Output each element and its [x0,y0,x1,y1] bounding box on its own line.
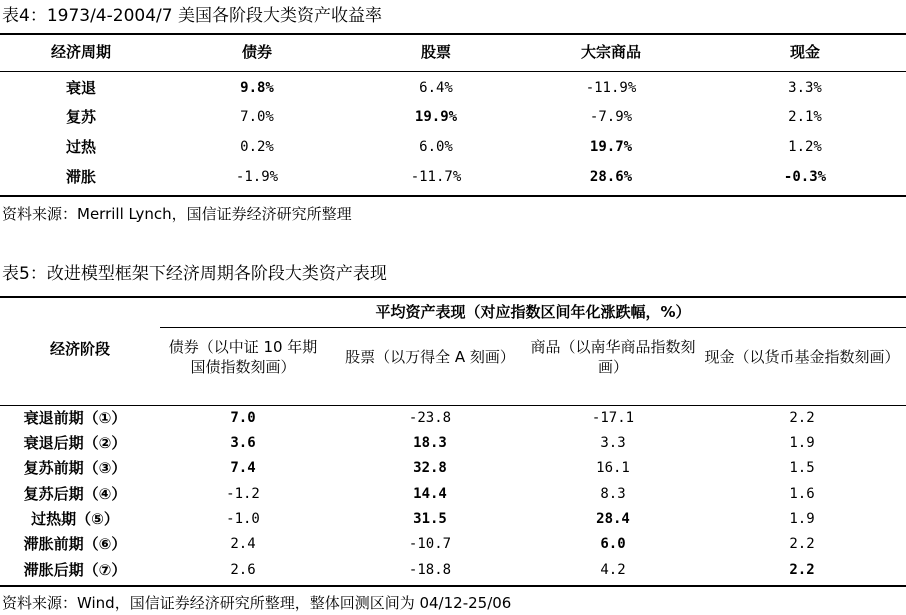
table4-value-cell: 7.0% [240,109,274,125]
table5-value-cell: -1.2 [226,486,260,502]
table4-value-cell: 6.0% [419,139,453,155]
table5-group-header: 平均资产表现（对应指数区间年化涨跌幅，%） [375,303,691,321]
table5-value-cell: 31.5 [413,511,447,527]
table5-value-cell: -17.1 [591,410,635,426]
table4-value-cell: 28.6% [589,169,633,185]
table5-value-cell: 2.2 [789,410,815,426]
table5-value-cell: 7.4 [230,460,256,476]
table5-subheader-cell: 现金（以货币基金指数刻画） [704,348,900,366]
table4-top-rule [0,33,906,35]
table4-row-label: 过热 [65,138,96,156]
table5-value-cell: 14.4 [413,486,447,502]
table5-value-cell: 2.2 [789,562,815,578]
table5-value-cell: -23.8 [408,410,452,426]
table4-value-cell: -0.3% [783,169,827,185]
table4-header-rule [0,71,906,72]
table5-value-cell: 28.4 [596,511,630,527]
table4-row-label: 滞胀 [65,168,96,186]
table5-value-cell: 18.3 [413,435,447,451]
table5-value-cell: 1.9 [789,435,815,451]
table5-value-cell: -1.0 [226,511,260,527]
table5-value-cell: 2.2 [789,536,815,552]
table4-value-cell: 6.4% [419,80,453,96]
table4-row-label: 复苏 [65,108,96,126]
table4-header-cell: 现金 [789,43,820,61]
table5-subheader-cell: 债券（以中证 10 年期国债指数刻画） [168,338,318,376]
table5-subheader-cell: 股票（以万得全 A 刻画） [345,348,515,366]
table4-header-cell: 大宗商品 [580,43,641,61]
table5-value-cell: 2.6 [230,562,256,578]
table5-row-label: 衰退前期（①） [23,409,127,427]
table4-row-label: 衰退 [65,79,96,97]
table4-value-cell: 1.2% [788,139,822,155]
table5-value-cell: 7.0 [230,410,256,426]
table5-row-label: 过热期（⑤） [31,510,119,528]
table5-value-cell: 3.3 [600,435,626,451]
table4-value-cell: 9.8% [240,80,274,96]
table4-header-cell: 经济周期 [50,43,111,61]
table5-value-cell: 16.1 [596,460,630,476]
table4-value-cell: -7.9% [589,109,633,125]
table5-group-underline [160,327,906,328]
table5-value-cell: 4.2 [600,562,626,578]
table5-value-cell: 1.5 [789,460,815,476]
table4-value-cell: 19.7% [589,139,633,155]
table5-row-label: 复苏前期（③） [23,459,127,477]
table5-subheader-cell: 商品（以南华商品指数刻画） [530,338,696,376]
table4-value-cell: 0.2% [240,139,274,155]
table5-top-rule [0,296,906,298]
table4-value-cell: 19.9% [414,109,458,125]
table5-value-cell: -10.7 [408,536,452,552]
table5-value-cell: 32.8 [413,460,447,476]
table5-value-cell: 8.3 [600,486,626,502]
table5-value-cell: 3.6 [230,435,256,451]
table5-value-cell: 2.4 [230,536,256,552]
table5-value-cell: -18.8 [408,562,452,578]
table4-value-cell: -11.7% [410,169,462,185]
table5-source-note: 资料来源：Wind，国信证券经济研究所整理，整体回测区间为 04/12-25/06 [2,594,512,612]
table4-header-cell: 股票 [420,43,451,61]
table5-row-label: 滞胀前期（⑥） [23,535,127,553]
table4-source-note: 资料来源：Merrill Lynch，国信证券经济研究所整理 [2,205,352,223]
table5-value-cell: 1.6 [789,486,815,502]
table4-bottom-rule [0,195,906,197]
table4-value-cell: 2.1% [788,109,822,125]
table4-value-cell: 3.3% [788,80,822,96]
table4-value-cell: -1.9% [235,169,279,185]
table4-value-cell: -11.9% [585,80,637,96]
table5-header-rule [0,405,906,406]
table5-row-label: 衰退后期（②） [23,434,127,452]
table5-caption: 表5：改进模型框架下经济周期各阶段大类资产表现 [2,264,387,284]
table5-value-cell: 6.0 [600,536,626,552]
table5-row-label: 复苏后期（④） [23,485,127,503]
table5-row-label: 滞胀后期（⑦） [23,561,127,579]
table5-stage-header: 经济阶段 [49,340,110,358]
table5-value-cell: 1.9 [789,511,815,527]
table4-header-cell: 债券 [241,43,272,61]
table5-bottom-rule [0,585,906,587]
table4-caption: 表4：1973/4-2004/7 美国各阶段大类资产收益率 [2,6,382,26]
